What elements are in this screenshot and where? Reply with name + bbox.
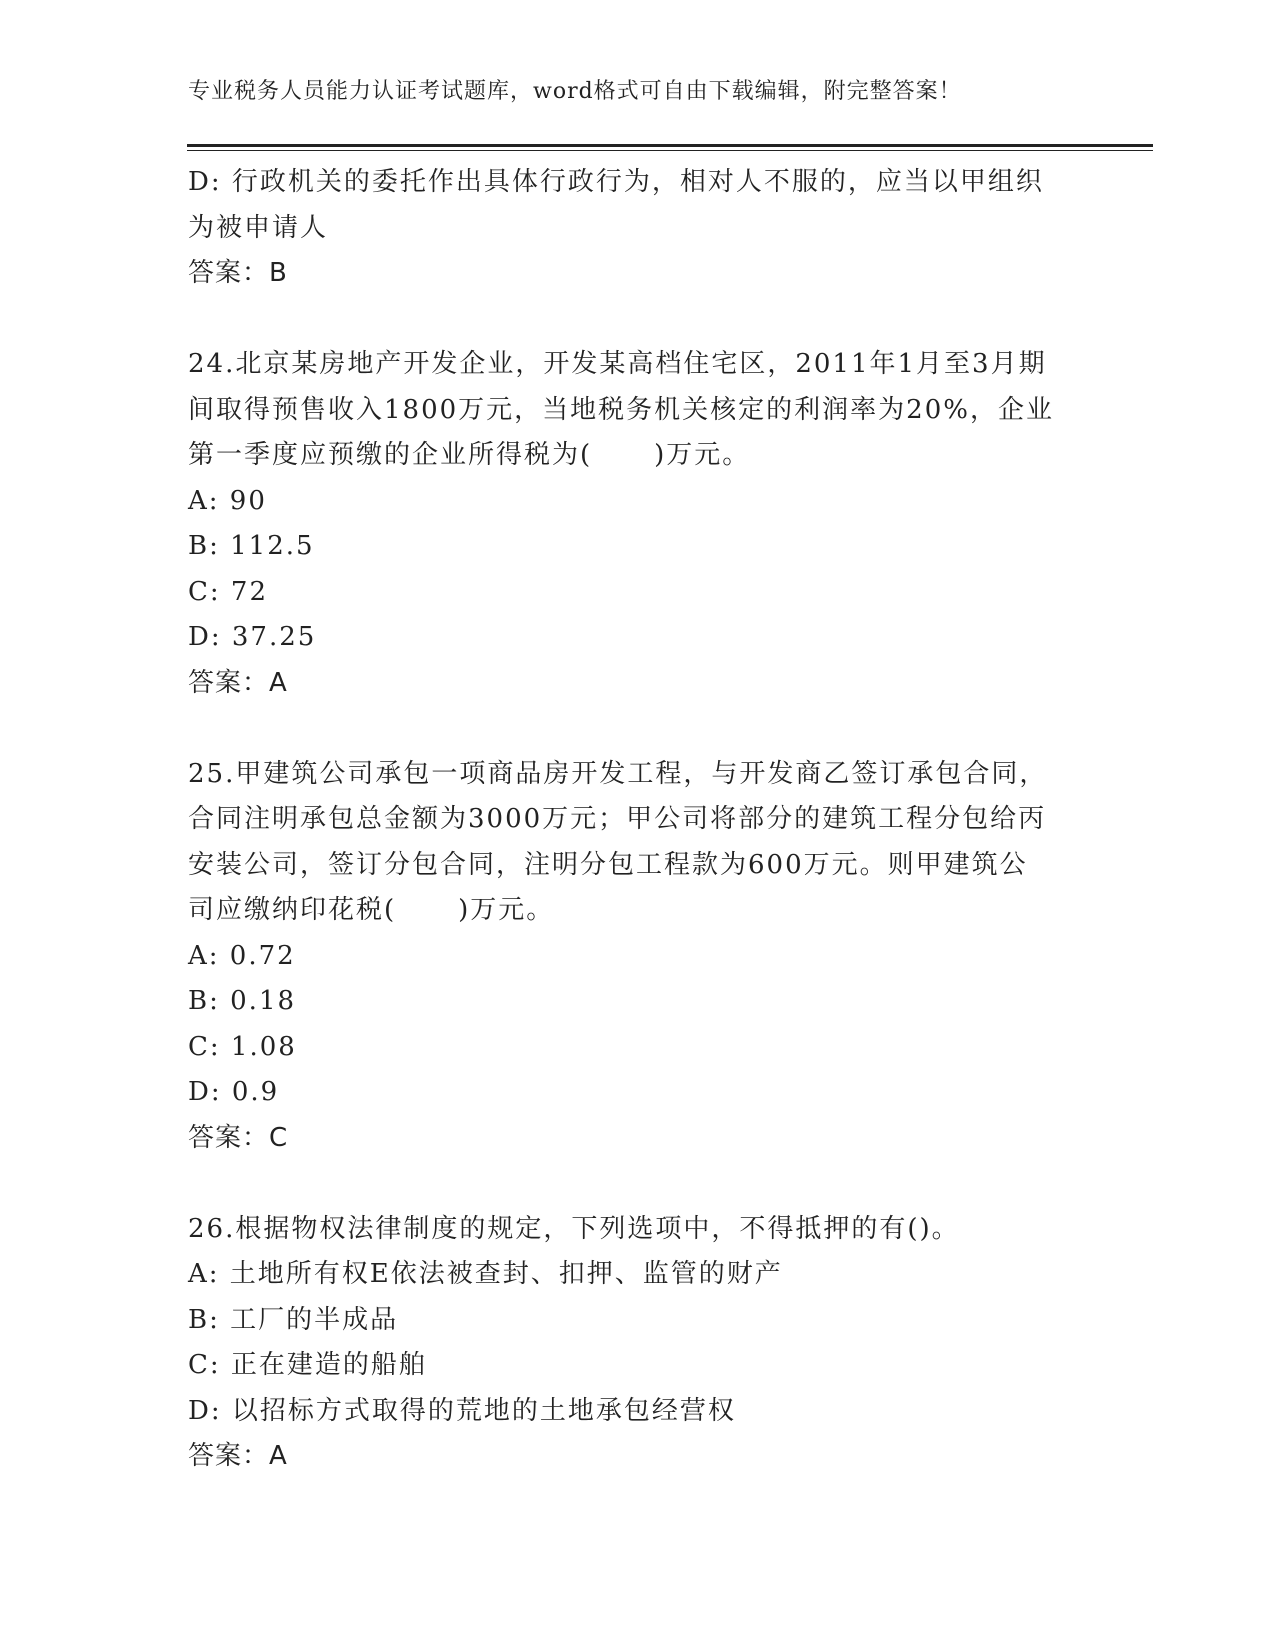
question-text-line: 26.根据物权法律制度的规定，下列选项中，不得抵押的有()。 — [188, 1213, 960, 1244]
question-text-fragment: )万元。 — [654, 440, 751, 470]
answer: 答案：A — [188, 1441, 288, 1471]
option-b: B: 工厂的半成品 — [188, 1304, 399, 1335]
answer: 答案：C — [188, 1122, 289, 1153]
question-text-line: 合同注明承包总金额为3000万元；甲公司将部分的建筑工程分包给丙 — [188, 804, 1047, 834]
spacer — [188, 706, 1088, 752]
question-26 — [188, 1207, 1088, 1480]
header-rule-thin — [187, 150, 1153, 151]
question-text-fragment: 司应缴纳印花税( — [188, 895, 397, 925]
option-d: D: 0.9 — [188, 1077, 280, 1107]
option-a: A: 90 — [188, 485, 267, 516]
option-b: B: 0.18 — [188, 986, 297, 1016]
question-25 — [188, 752, 1088, 1162]
option-d: D: 以招标方式取得的荒地的土地承包经营权 — [188, 1395, 736, 1426]
question-24 — [188, 342, 1088, 706]
question-text-line — [188, 433, 1088, 479]
option-d: D: 37.25 — [188, 622, 317, 652]
option-b: B: 112.5 — [188, 531, 315, 561]
question-text-line: 24.北京某房地产开发企业，开发某高档住宅区，2011年1月至3月期 — [188, 349, 1047, 379]
option-a: A: 土地所有权E依法被查封、扣押、监管的财产 — [188, 1259, 783, 1289]
question-text-line: 间取得预售收入1800万元，当地税务机关核定的利润率为20%，企业 — [188, 394, 1054, 425]
answer: 答案：A — [188, 667, 288, 698]
header-rule-thick — [187, 144, 1153, 147]
option-a: A: 0.72 — [188, 940, 296, 971]
question-content — [188, 160, 1088, 1480]
option-c: C: 正在建造的船舶 — [188, 1350, 427, 1380]
question-text-line — [188, 888, 1088, 934]
question-text-fragment: )万元。 — [458, 895, 555, 925]
question-23-continuation — [188, 160, 1088, 297]
option-c: C: 1.08 — [188, 1031, 297, 1062]
spacer — [188, 297, 1088, 343]
question-text-line: 25.甲建筑公司承包一项商品房开发工程，与开发商乙签订承包合同， — [188, 758, 1048, 789]
question-text-fragment: 第一季度应预缴的企业所得税为( — [188, 440, 593, 470]
answer: 答案：B — [188, 258, 288, 288]
option-d-continued: 为被申请人 — [188, 212, 329, 243]
option-c: C: 72 — [188, 576, 269, 607]
spacer — [188, 1161, 1088, 1207]
page-header: 专业税务人员能力认证考试题库，word格式可自由下载编辑，附完整答案！ — [188, 79, 962, 104]
option-d: D: 行政机关的委托作出具体行政行为，相对人不服的，应当以甲组织 — [188, 167, 1044, 197]
question-text-line: 安装公司，签订分包合同，注明分包工程款为600万元。则甲建筑公 — [188, 849, 1028, 880]
